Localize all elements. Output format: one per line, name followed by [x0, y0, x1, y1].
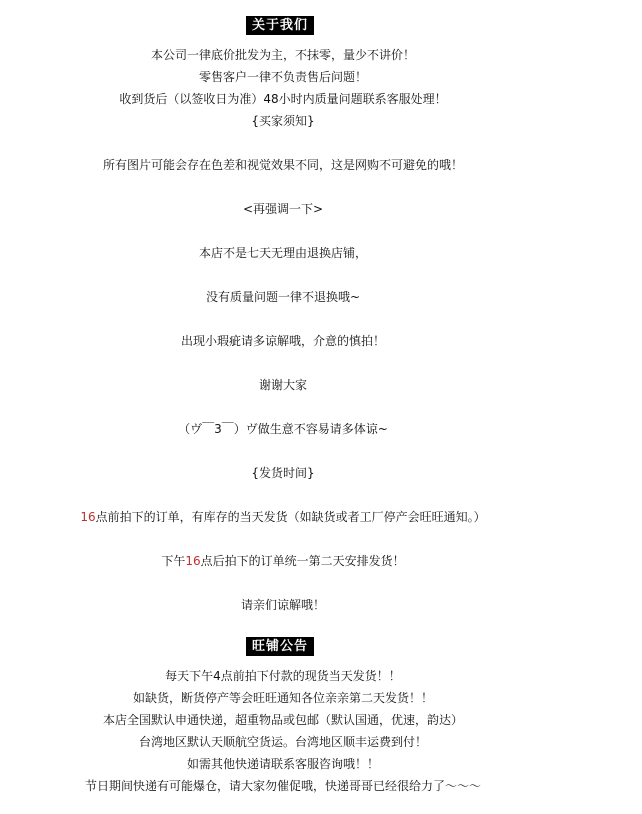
notice-line: 台湾地区默认天顺航空货运。台湾地区顺丰运费到付！	[138, 735, 427, 749]
shipping-prefix: 下午	[161, 554, 186, 568]
shipping-time-label: {发货时间}	[251, 466, 315, 480]
shipping-hour: 16	[80, 510, 96, 524]
shop-notice-title: 旺铺公告	[246, 637, 314, 656]
thanks-line: 谢谢大家	[258, 378, 307, 392]
shipping-line	[0, 509, 566, 525]
about-line: 本公司一律底价批发为主，不抹零，量少不讲价！	[150, 48, 415, 62]
notice-line: 每天下午4点前拍下付款的现货当天发货！！	[165, 669, 401, 683]
notice-line: 如缺货，断货停产等会旺旺通知各位亲亲第二天发货！！	[132, 691, 433, 705]
notice-line: 如需其他快递请联系客服咨询哦！！	[186, 757, 379, 771]
shipping-hour: 16	[185, 554, 201, 568]
emphasis-label: <再强调一下>	[242, 202, 324, 216]
about-us-title: 关于我们	[246, 16, 314, 35]
shipping-line	[0, 553, 566, 569]
shop-notice-heading	[0, 635, 560, 656]
notice-line: 节日期间快递有可能爆仓，请大家勿催促哦，快递哥哥已经很给力了～～～	[84, 779, 481, 793]
closing-line: 请亲们谅解哦！	[240, 598, 325, 612]
buyer-notice-label: {买家须知}	[251, 114, 315, 128]
about-line: 本店不是七天无理由退换店铺，	[198, 246, 367, 260]
about-line: 收到货后（以签收日为准）48小时内质量问题联系客服处理！	[119, 92, 447, 106]
about-line: 所有图片可能会存在色差和视觉效果不同，这是网购不可避免的哦！	[102, 158, 463, 172]
about-line: 没有质量问题一律不退换哦~	[205, 290, 361, 304]
about-line: （ヴ￣3￣）ヴ做生意不容易请多体谅~	[178, 422, 388, 436]
about-us-heading	[0, 14, 560, 35]
about-line: 零售客户一律不负责售后问题！	[198, 70, 367, 84]
about-line: 出现小瑕疵请多谅解哦，介意的慎拍！	[180, 334, 385, 348]
shipping-text: 点后拍下的订单统一第二天安排发货！	[200, 554, 405, 568]
shipping-text: 点前拍下的订单，有库存的当天发货（如缺货或者工厂停产会旺旺通知。）	[95, 510, 486, 524]
notice-line: 本店全国默认申通快递，超重物品或包邮（默认国通，优速，韵达）	[102, 713, 463, 727]
